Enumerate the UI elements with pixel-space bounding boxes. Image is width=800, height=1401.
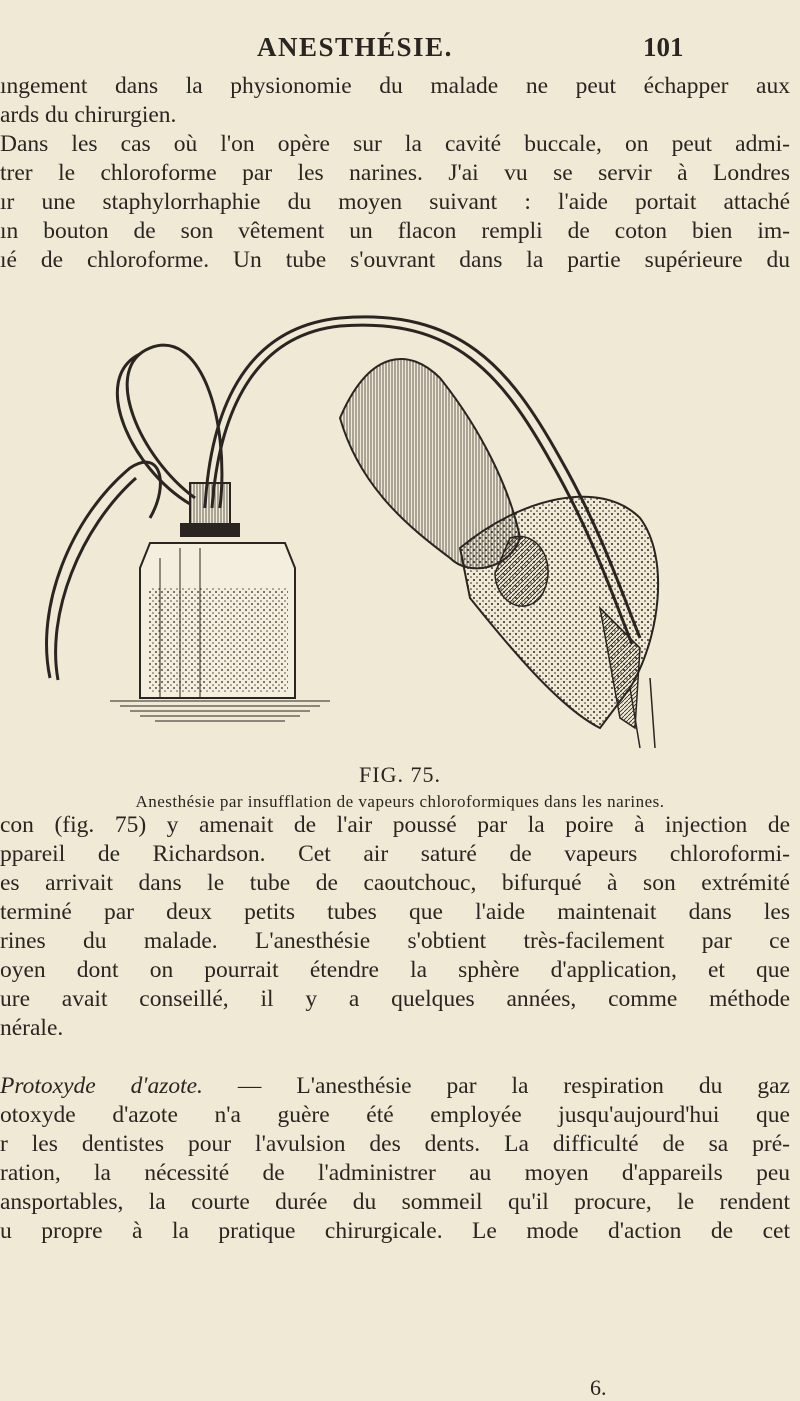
- text-line: [0, 1072, 790, 1101]
- paragraph-3: [0, 1072, 790, 1246]
- text-line: ppareil de Richardson. Cet air saturé de vapeurs chloroformi-: [0, 841, 790, 867]
- figure-label: FIG. 75.: [359, 762, 441, 787]
- chloroform-flask: [110, 483, 330, 721]
- page-header: [0, 32, 800, 68]
- page-number: 101: [643, 32, 684, 62]
- text-line: ration, la nécessité de l'administrer au moyen d'appareils peu: [0, 1160, 790, 1186]
- text-line: ansportables, la courte durée du sommeil qu'il procure, le rendent: [0, 1189, 790, 1215]
- text-line: ards du chirurgien.: [0, 102, 177, 128]
- section-heading-italic: Protoxyde d'azote.: [0, 1073, 203, 1099]
- text-line: ır une staphylorrhaphie du moyen suivant : l'aide portait attaché: [0, 189, 790, 215]
- running-title: ANESTHÉSIE.: [257, 32, 453, 62]
- text-line: r les dentistes pour l'avulsion des dents. La difficulté de sa pré-: [0, 1131, 790, 1157]
- signature-mark: 6.: [590, 1375, 607, 1400]
- paragraph-2: [0, 811, 790, 1043]
- text-line: con (fig. 75) y amenait de l'air poussé par la poire à injection de: [0, 812, 790, 838]
- text-line: es arrivait dans le tube de caoutchouc, bifurqué à son extrémité: [0, 870, 790, 896]
- paragraph-1: [0, 72, 790, 275]
- text-line: terminé par deux petits tubes que l'aide maintenait dans les: [0, 899, 790, 925]
- text-line: ıngement dans la physionomie du malade ne peut échapper aux: [0, 73, 790, 99]
- text-line: rines du malade. L'anesthésie s'obtient très-facilement par ce: [0, 928, 790, 954]
- rubber-bulb-and-hand: [340, 359, 658, 728]
- text-line: u propre à la pratique chirurgicale. Le mode d'action de cet: [0, 1218, 790, 1244]
- text-line: oyen dont on pourrait étendre la sphère d'application, et que: [0, 957, 790, 983]
- text-line: ın bouton de son vêtement un flacon rempli de coton bien im-: [0, 218, 790, 244]
- figure-caption: Anesthésie par insufflation de vapeurs chloroformiques dans les narines.: [135, 792, 665, 811]
- engraving-chloroform-flask-illustration: [40, 308, 700, 758]
- text-line: Dans les cas où l'on opère sur la cavité buccale, on peut admi-: [0, 131, 790, 157]
- text-line: ure avait conseillé, il y a quelques années, comme méthode: [0, 986, 790, 1012]
- text-line: ıé de chloroforme. Un tube s'ouvrant dans la partie supérieure du: [0, 247, 790, 273]
- text-line: nérale.: [0, 1015, 64, 1041]
- text-line: trer le chloroforme par les narines. J'ai vu se servir à Londres: [0, 160, 790, 186]
- text-span: — L'anesthésie par la respiration du gaz: [202, 1073, 790, 1099]
- text-line: otoxyde d'azote n'a guère été employée jusqu'aujourd'hui que: [0, 1102, 790, 1128]
